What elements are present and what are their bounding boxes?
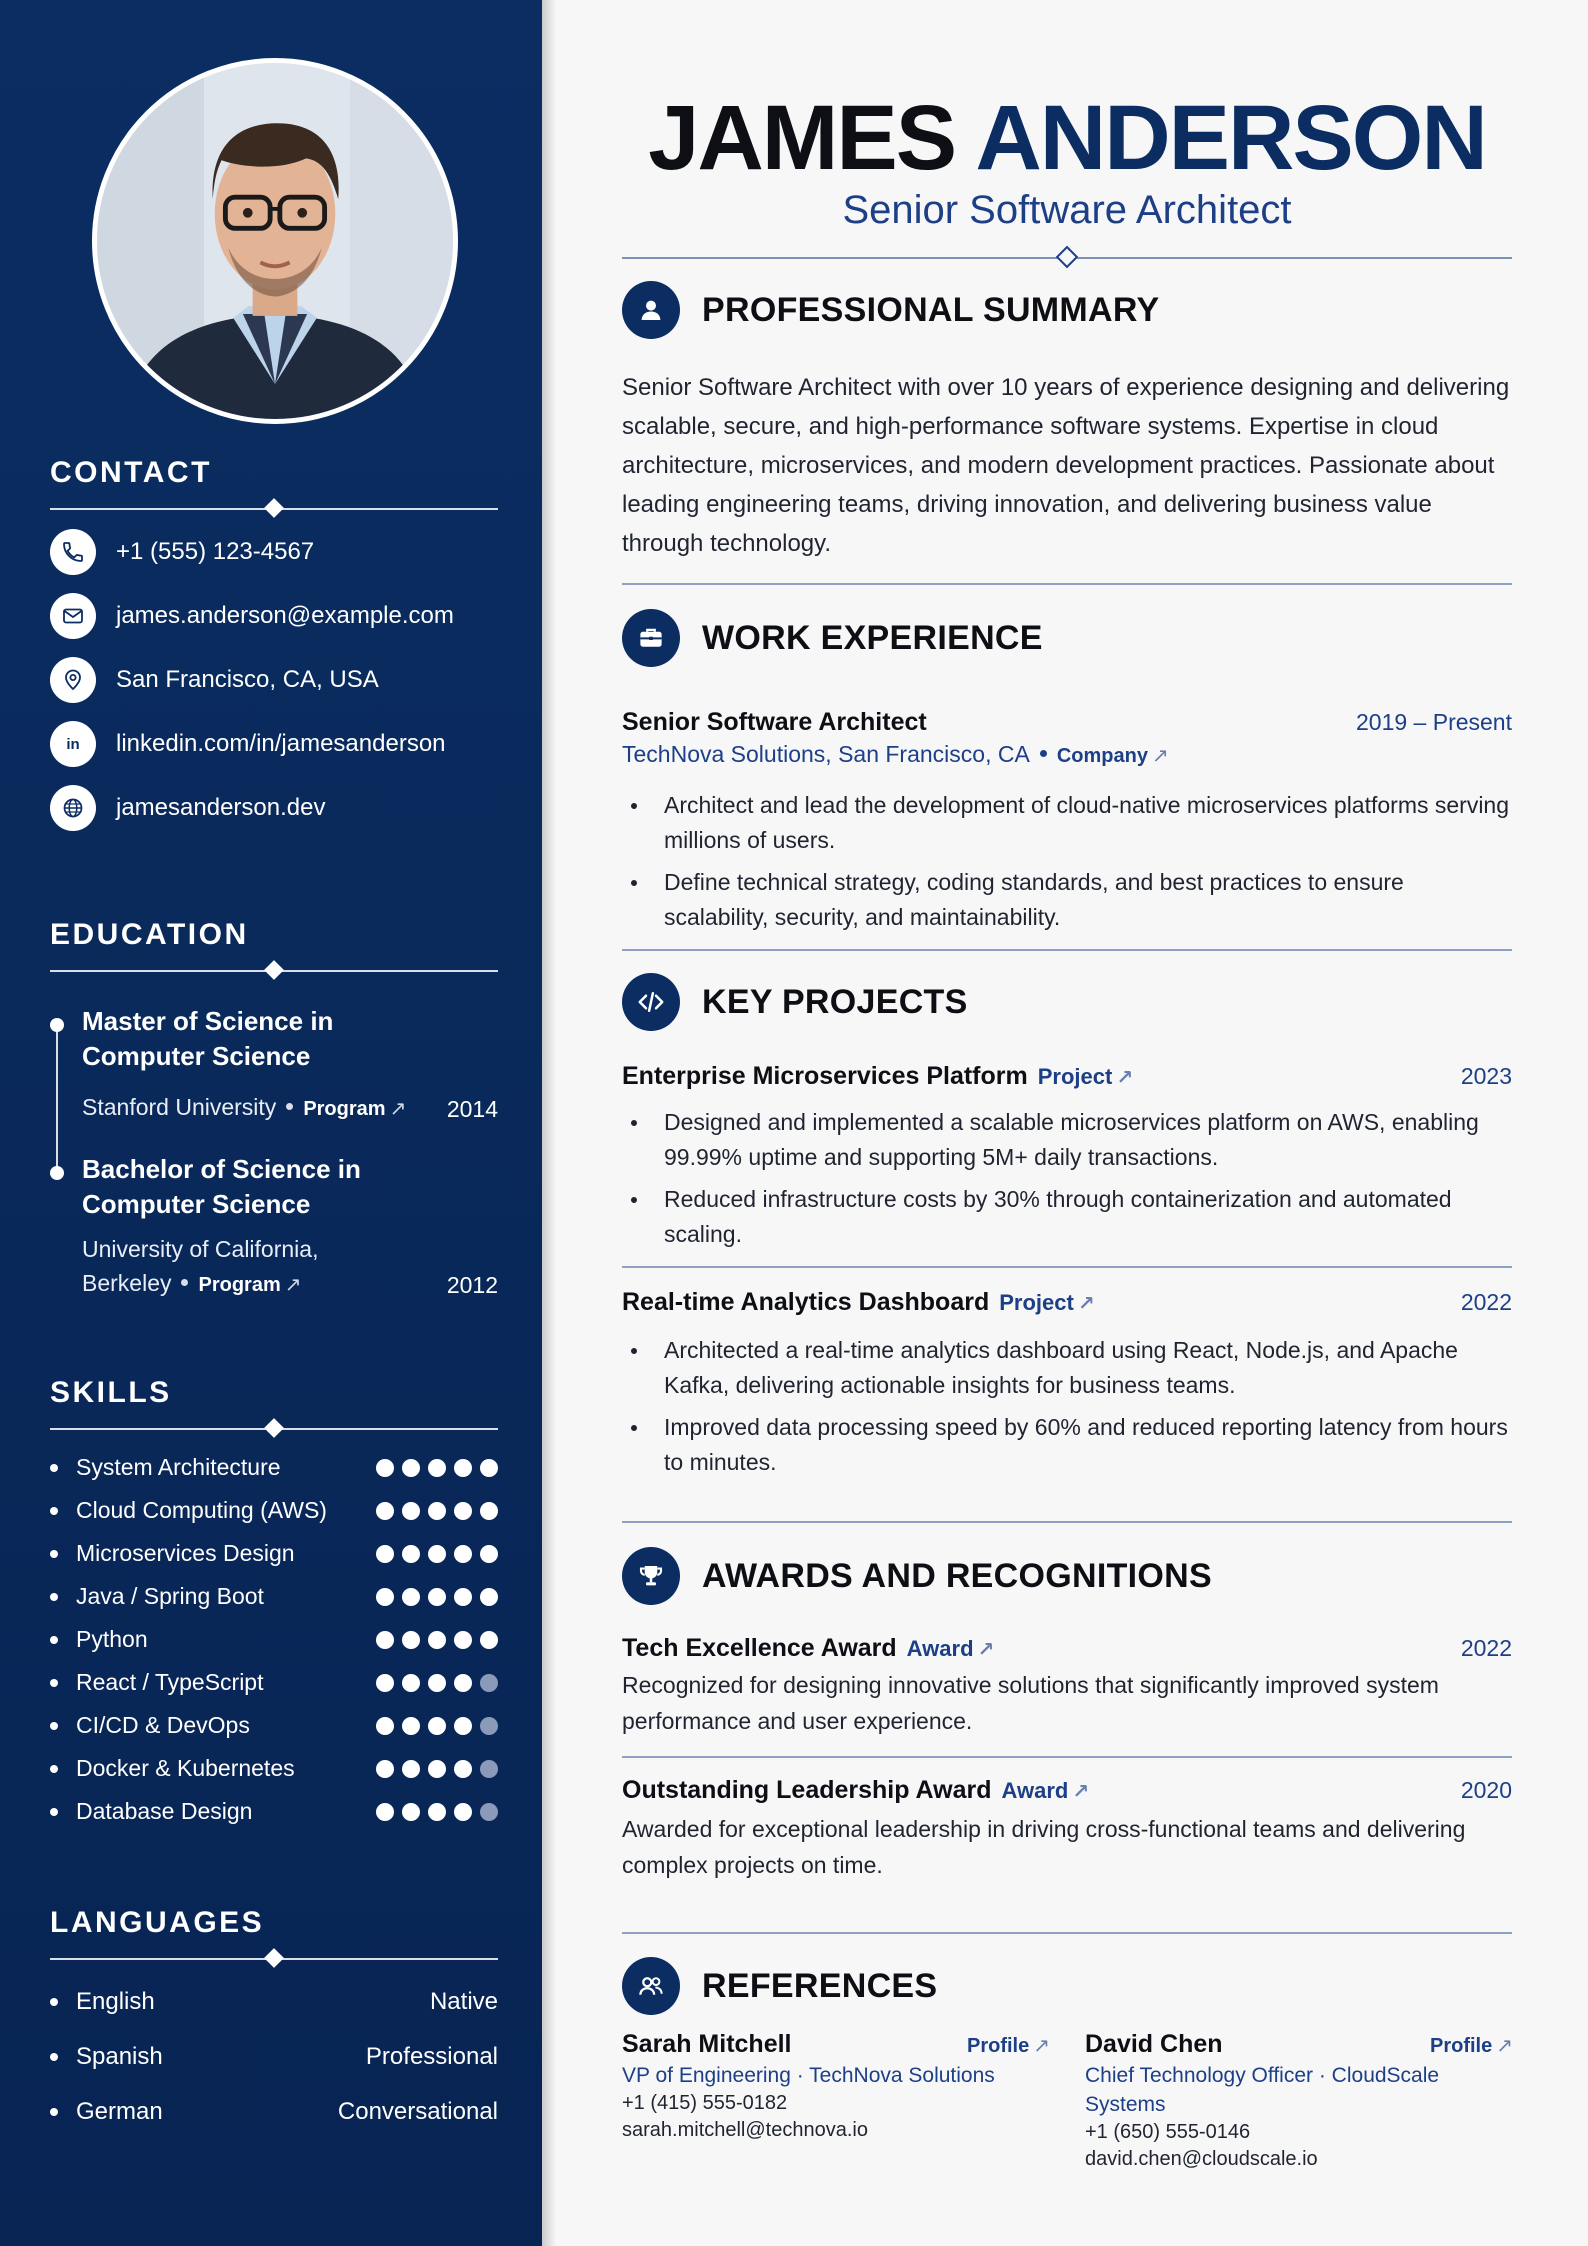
awards-section <box>622 1546 1512 1739</box>
external-link-icon[interactable]: ↗ <box>284 1274 302 1296</box>
briefcase-icon <box>622 609 680 667</box>
email-icon <box>50 593 96 639</box>
language-level: Native <box>429 1987 498 2015</box>
degree-title: Master of Science in <box>82 1006 334 1036</box>
company-name: TechNova Solutions, San Francisco, CA <box>622 741 1030 767</box>
skill-item <box>50 1575 498 1618</box>
code-icon <box>622 973 680 1031</box>
school-name-line2: Berkeley <box>82 1270 172 1296</box>
rating-dot <box>428 1502 446 1520</box>
reference-phone: +1 (650) 555-0146 <box>1085 2121 1251 2143</box>
rating-dot <box>428 1717 446 1735</box>
language-item <box>50 2029 498 2084</box>
contact-email[interactable] <box>50 584 498 648</box>
education-year: 2014 <box>446 1096 498 1122</box>
reference-phone: +1 (415) 555-0182 <box>622 2092 788 2114</box>
profile-link[interactable]: Profile <box>966 2035 1030 2057</box>
contact-linkedin[interactable] <box>50 712 498 776</box>
degree-title-line2: Computer Science <box>82 1189 311 1219</box>
profile-photo <box>92 58 458 424</box>
skill-name: React / TypeScript <box>76 1669 264 1695</box>
degree-title-line2: Computer Science <box>82 1041 311 1071</box>
program-link[interactable]: Program <box>303 1098 386 1120</box>
job-title: Senior Software Architect <box>622 708 927 736</box>
skill-name: Docker & Kubernetes <box>76 1755 295 1781</box>
external-link-icon[interactable]: ↗ <box>1116 1067 1134 1089</box>
contact-linkedin-text: linkedin.com/in/jamesanderson <box>116 730 446 757</box>
rating-dot <box>454 1674 472 1692</box>
project-bullets <box>622 1333 1512 1480</box>
bullet <box>50 1679 58 1687</box>
timeline-dot <box>50 1166 64 1180</box>
reference-role: VP of Engineering · TechNova Solutions <box>622 2064 995 2087</box>
language-level: Professional <box>365 2042 498 2070</box>
bullet <box>50 1765 58 1773</box>
bullet <box>50 1507 58 1515</box>
skill-rating <box>376 1502 498 1520</box>
user-icon <box>622 281 680 339</box>
profile-link[interactable]: Profile <box>1429 2035 1493 2057</box>
award-link[interactable]: Award <box>906 1636 974 1661</box>
section-divider <box>50 970 498 972</box>
bullet <box>50 1998 58 2006</box>
section-divider <box>622 1266 1512 1268</box>
separator-dot <box>181 1279 188 1286</box>
contact-website-text: jamesanderson.dev <box>116 794 326 821</box>
skill-name: Python <box>76 1626 148 1652</box>
contact-email-text: james.anderson@example.com <box>116 602 454 629</box>
skill-rating <box>376 1760 498 1778</box>
education-item <box>50 1004 498 1126</box>
language-name: English <box>76 1987 155 2015</box>
rating-dot <box>454 1631 472 1649</box>
award-year: 2022 <box>1460 1635 1512 1661</box>
rating-dot <box>376 1631 394 1649</box>
award-description: Recognized for designing innovative solutions that significantly improved system performance and user experience. <box>622 1672 1439 1734</box>
skill-rating <box>376 1717 498 1735</box>
contact-location-text: San Francisco, CA, USA <box>116 666 379 693</box>
skill-item <box>50 1747 498 1790</box>
language-item <box>50 1974 498 2029</box>
section-divider <box>50 1428 498 1430</box>
project-entry <box>622 1288 1512 1487</box>
sidebar <box>0 0 542 2246</box>
bullet <box>50 1550 58 1558</box>
candidate-title: Senior Software Architect <box>842 188 1292 232</box>
external-link-icon[interactable]: ↗ <box>1072 1781 1090 1803</box>
skill-item <box>50 1704 498 1747</box>
skill-item <box>50 1790 498 1833</box>
reference-role: Chief Technology Officer · CloudScale <box>1085 2064 1440 2087</box>
external-link-icon[interactable]: ↗ <box>389 1098 407 1120</box>
rating-dot <box>454 1545 472 1563</box>
contact-phone-text: +1 (555) 123-4567 <box>116 538 315 565</box>
references-heading: REFERENCES <box>702 1966 938 2005</box>
skill-rating <box>376 1588 498 1606</box>
education-item <box>50 1152 498 1302</box>
rating-dot <box>376 1545 394 1563</box>
rating-dot <box>480 1674 498 1692</box>
skills-heading: SKILLS <box>50 1376 172 1409</box>
award-title: Tech Excellence Award <box>622 1634 897 1662</box>
language-level: Conversational <box>337 2097 498 2125</box>
contact-website[interactable] <box>50 776 498 840</box>
rating-dot <box>376 1803 394 1821</box>
first-name: JAMES <box>648 87 956 189</box>
projects-heading: KEY PROJECTS <box>702 982 968 1021</box>
references-section <box>622 1956 1512 2016</box>
skill-rating <box>376 1631 498 1649</box>
skill-name: Database Design <box>76 1798 253 1824</box>
rating-dot <box>428 1803 446 1821</box>
rating-dot <box>402 1674 420 1692</box>
awards-heading: AWARDS AND RECOGNITIONS <box>702 1556 1212 1595</box>
rating-dot <box>376 1459 394 1477</box>
award-entry <box>622 1776 1512 1883</box>
header-divider <box>622 257 1512 259</box>
rating-dot <box>480 1588 498 1606</box>
rating-dot <box>454 1760 472 1778</box>
award-link[interactable]: Award <box>1001 1778 1069 1803</box>
experience-heading: WORK EXPERIENCE <box>702 618 1043 657</box>
rating-dot <box>402 1588 420 1606</box>
language-item <box>50 2084 498 2139</box>
rating-dot <box>428 1760 446 1778</box>
rating-dot <box>480 1502 498 1520</box>
reference-card <box>1085 2030 1513 2173</box>
separator-dot <box>1040 750 1047 757</box>
language-name: Spanish <box>76 2042 163 2070</box>
reference-name: David Chen <box>1085 2030 1223 2058</box>
skill-item <box>50 1532 498 1575</box>
skills-section <box>50 1376 498 1833</box>
skill-rating <box>376 1803 498 1821</box>
degree-title: Bachelor of Science in <box>82 1154 361 1184</box>
reference-role-line2: Systems <box>1085 2093 1166 2116</box>
bullet <box>50 2108 58 2116</box>
rating-dot <box>402 1545 420 1563</box>
rating-dot <box>454 1459 472 1477</box>
languages-section <box>50 1906 498 2139</box>
rating-dot <box>428 1459 446 1477</box>
trophy-icon <box>622 1547 680 1605</box>
skill-rating <box>376 1545 498 1563</box>
summary-section <box>622 280 1512 563</box>
summary-heading: PROFESSIONAL SUMMARY <box>702 290 1160 329</box>
section-divider <box>622 1756 1512 1758</box>
project-title: Enterprise Microservices Platform <box>622 1062 1028 1090</box>
reference-name: Sarah Mitchell <box>622 2030 792 2058</box>
rating-dot <box>376 1717 394 1735</box>
skills-list <box>50 1446 498 1833</box>
company-link[interactable]: Company <box>1056 745 1148 767</box>
skill-item <box>50 1618 498 1661</box>
users-icon <box>622 1957 680 2015</box>
section-divider <box>50 508 498 510</box>
reference-card <box>622 2030 1050 2144</box>
education-section <box>50 918 498 1302</box>
candidate-name <box>622 86 1512 191</box>
school-name: University of California, <box>82 1236 319 1262</box>
timeline-dot <box>50 1018 64 1032</box>
rating-dot <box>454 1803 472 1821</box>
svg-text:in: in <box>66 736 80 753</box>
reference-email[interactable]: david.chen@cloudscale.io <box>1085 2148 1318 2170</box>
list-item: Define technical strategy, coding standards, and best practices to ensure scalability, security, and maintainability. <box>622 865 1512 935</box>
phone-icon <box>50 529 96 575</box>
rating-dot <box>402 1803 420 1821</box>
language-name: German <box>76 2097 163 2125</box>
list-item: Architect and lead the development of cloud-native microservices platforms serving millions of users. <box>622 788 1512 858</box>
globe-icon <box>50 785 96 831</box>
external-link-icon[interactable]: ↗ <box>1151 745 1169 767</box>
experience-section <box>622 608 1512 942</box>
education-heading: EDUCATION <box>50 918 249 951</box>
skill-name: Cloud Computing (AWS) <box>76 1497 327 1523</box>
reference-email[interactable]: sarah.mitchell@technova.io <box>622 2119 868 2141</box>
project-year: 2022 <box>1460 1289 1512 1315</box>
list-item: Improved data processing speed by 60% and reduced reporting latency from hours to minutes. <box>622 1410 1512 1480</box>
project-link[interactable]: Project <box>999 1290 1074 1315</box>
rating-dot <box>402 1631 420 1649</box>
last-name: ANDERSON <box>975 87 1486 189</box>
external-link-icon[interactable]: ↗ <box>1496 2035 1513 2057</box>
bullet <box>50 1464 58 1472</box>
rating-dot <box>428 1588 446 1606</box>
rating-dot <box>402 1760 420 1778</box>
skill-rating <box>376 1459 498 1477</box>
separator-dot <box>286 1103 293 1110</box>
rating-dot <box>480 1760 498 1778</box>
external-link-icon[interactable]: ↗ <box>1033 2035 1050 2057</box>
job-entry <box>622 708 1512 935</box>
bullet <box>50 1636 58 1644</box>
project-bullets <box>622 1105 1512 1252</box>
award-year: 2020 <box>1460 1777 1512 1803</box>
project-year: 2023 <box>1460 1063 1512 1089</box>
section-divider <box>50 1958 498 1960</box>
external-link-icon[interactable]: ↗ <box>977 1639 995 1661</box>
list-item: Architected a real-time analytics dashboard using React, Node.js, and Apache Kafka, delivering actionable insights for business teams. <box>622 1333 1512 1403</box>
rating-dot <box>480 1459 498 1477</box>
rating-dot <box>480 1545 498 1563</box>
contact-phone[interactable] <box>50 520 498 584</box>
project-link[interactable]: Project <box>1037 1064 1113 1089</box>
contact-location <box>50 648 498 712</box>
section-divider <box>622 1932 1512 1934</box>
school-name: Stanford University <box>82 1094 277 1120</box>
rating-dot <box>428 1545 446 1563</box>
job-dates: 2019 – Present <box>1355 709 1512 735</box>
section-divider <box>622 583 1512 585</box>
rating-dot <box>454 1717 472 1735</box>
rating-dot <box>480 1717 498 1735</box>
linkedin-icon <box>50 721 96 767</box>
rating-dot <box>454 1588 472 1606</box>
section-divider <box>622 1521 1512 1523</box>
rating-dot <box>376 1502 394 1520</box>
education-year: 2012 <box>446 1272 498 1298</box>
bullet <box>50 1593 58 1601</box>
external-link-icon[interactable]: ↗ <box>1077 1293 1095 1315</box>
skill-rating <box>376 1674 498 1692</box>
summary-text: Senior Software Architect with over 10 years of experience designing and delivering scalable, secure, and high-performance software systems. Expertise in cloud architecture, microservices, and modern development practices. Passionate about leading engineering teams, driving innovation, and delivering business value through technology. <box>622 374 1510 557</box>
rating-dot <box>454 1502 472 1520</box>
rating-dot <box>428 1631 446 1649</box>
sidebar-shadow <box>542 0 556 2246</box>
skill-name: CI/CD & DevOps <box>76 1712 250 1738</box>
rating-dot <box>480 1631 498 1649</box>
contact-section <box>50 456 498 840</box>
rating-dot <box>480 1803 498 1821</box>
award-title: Outstanding Leadership Award <box>622 1776 992 1804</box>
section-divider <box>622 949 1512 951</box>
rating-dot <box>376 1588 394 1606</box>
skill-name: System Architecture <box>76 1454 281 1480</box>
projects-section <box>622 972 1512 1259</box>
rating-dot <box>402 1502 420 1520</box>
project-entry <box>622 1062 1512 1252</box>
location-icon <box>50 657 96 703</box>
rating-dot <box>376 1760 394 1778</box>
project-title: Real-time Analytics Dashboard <box>622 1288 990 1316</box>
job-bullets <box>622 788 1512 935</box>
award-entry <box>622 1634 1512 1739</box>
rating-dot <box>376 1674 394 1692</box>
rating-dot <box>402 1459 420 1477</box>
rating-dot <box>428 1674 446 1692</box>
skill-item <box>50 1661 498 1704</box>
languages-heading: LANGUAGES <box>50 1906 265 1939</box>
award-description: Awarded for exceptional leadership in driving cross-functional teams and delivering complex projects on time. <box>622 1816 1466 1878</box>
skill-item <box>50 1446 498 1489</box>
program-link[interactable]: Program <box>198 1274 281 1296</box>
bullet <box>50 1722 58 1730</box>
list-item: Designed and implemented a scalable microservices platform on AWS, enabling 99.99% uptime and supporting 5M+ daily transactions. <box>622 1105 1512 1175</box>
list-item: Reduced infrastructure costs by 30% through containerization and automated scaling. <box>622 1182 1512 1252</box>
skill-item <box>50 1489 498 1532</box>
contact-heading: CONTACT <box>50 456 212 489</box>
bullet <box>50 1808 58 1816</box>
skill-name: Microservices Design <box>76 1540 295 1566</box>
skill-name: Java / Spring Boot <box>76 1583 264 1609</box>
rating-dot <box>402 1717 420 1735</box>
bullet <box>50 2053 58 2061</box>
